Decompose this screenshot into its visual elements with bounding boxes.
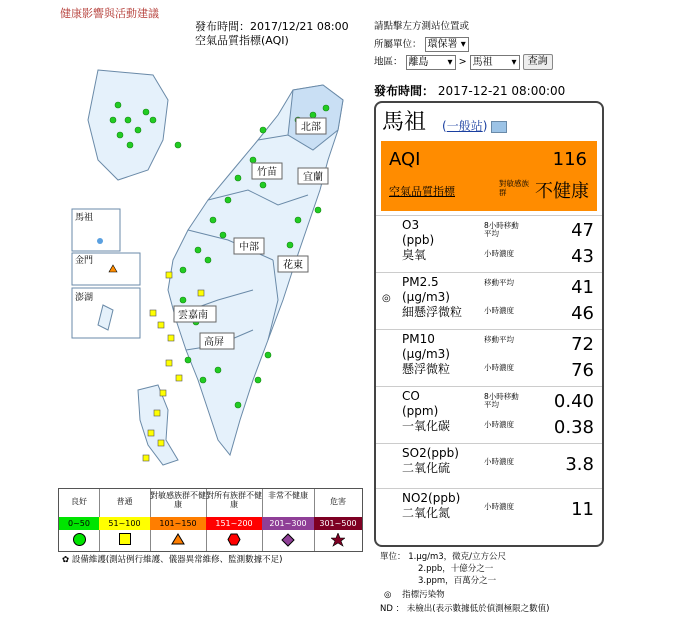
sensitive-group-label: 對敏感族群 [499, 179, 529, 197]
unit-line-1: 單位： 1.μg/m3，微克/立方公尺 [380, 552, 507, 562]
indicator-icon: ◎ [382, 293, 391, 304]
moderate-square-icon [119, 533, 131, 545]
inset-label-matsu: 馬祖 [75, 213, 94, 223]
taiwan-station-map[interactable] [58, 60, 368, 485]
select-prompt: 請點擊左方測站位置或 [374, 21, 470, 32]
good-circle-icon [73, 533, 86, 546]
indicator-note: 指標污染物 [402, 590, 445, 600]
aqi-label: AQI [389, 149, 421, 170]
pm25-avg-value: 41 [571, 277, 594, 298]
unit-select[interactable]: 環保署 ▾ [425, 37, 469, 52]
pollutant-row-o3: O3 (ppb) 臭氧 8小時移動平均 47 小時濃度 43 [376, 215, 602, 272]
pollutant-row-no2: NO2(ppb) 二氧化氮 小時濃度 11 [376, 488, 602, 533]
region-label-gaoping: 高屏 [204, 337, 224, 348]
area-label: 地區： [374, 56, 403, 68]
legend-hazardous: 危害 301~500 [314, 489, 362, 551]
region-label-yunjianan: 雲嘉南 [178, 310, 208, 321]
health-advice-link[interactable]: 健康影響與活動建議 [60, 7, 159, 20]
indicator-legend-icon: ◎ [384, 590, 392, 600]
pollutant-row-co: CO (ppm) 一氧化碳 8小時移動平均 0.40 小時濃度 0.38 [376, 386, 602, 443]
pm10-hourly-value: 76 [571, 360, 594, 381]
index-name: 空氣品質指標(AQI) [195, 34, 289, 47]
sensitive-triangle-icon [171, 533, 185, 545]
nd-note: ND ： 未檢出(表示數據低於偵測極限之數值) [380, 604, 550, 614]
aqi-box [381, 141, 597, 211]
aqi-value: 116 [552, 149, 587, 170]
aqi-legend [58, 488, 363, 552]
area-select[interactable]: 離島 ▾ [406, 55, 456, 70]
inset-label-kinmen: 金門 [75, 256, 94, 266]
hazardous-star-icon [331, 533, 345, 547]
region-label-central: 中部 [239, 242, 259, 253]
unhealthy-hexagon-icon [227, 533, 241, 546]
maintenance-note: 設備維護(測站例行維護、儀器異常維修、監測數據不足) [71, 555, 283, 565]
unit-label: 所屬單位： [374, 39, 422, 50]
station-type-open: ( [442, 119, 447, 133]
publish-time-value: 2017-12-21 08:00:00 [437, 84, 566, 98]
so2-hourly-value: 3.8 [565, 454, 594, 475]
region-label-yilan: 宜蘭 [303, 172, 323, 183]
publish-time-label: 發布時間： [374, 84, 435, 98]
publish-time-text: 發布時間：2017/12/21 08:00 [195, 20, 349, 33]
pollutant-list [376, 215, 602, 533]
aqi-status: 不健康 [535, 181, 589, 202]
no2-hourly-value: 11 [571, 499, 594, 520]
unit-line-2: 2.ppb，十億分之一 [418, 564, 494, 574]
o3-8hr-value: 47 [571, 220, 594, 241]
legend-very-unhealthy: 非常不健康 201~300 [262, 489, 315, 551]
unit-line-3: 3.ppm，百萬分之一 [418, 576, 497, 586]
region-label-huadong: 花東 [283, 260, 303, 271]
pollutant-row-pm10: PM10 (μg/m3) 懸浮微粒 移動平均 72 小時濃度 76 [376, 329, 602, 386]
inset-label-penghu: 澎湖 [75, 293, 94, 303]
legend-good: 良好 0~50 [59, 489, 100, 551]
legend-unhealthy: 對所有族群不健康 151~200 [206, 489, 263, 551]
pm25-hourly-value: 46 [571, 303, 594, 324]
region-label-zhumiao: 竹苗 [257, 167, 277, 178]
maintenance-icon: ✿ [62, 555, 70, 565]
station-select[interactable]: 馬祖 ▾ [470, 55, 520, 70]
very-unhealthy-diamond-icon [281, 533, 295, 547]
region-label-north: 北部 [301, 122, 321, 133]
chart-icon[interactable] [491, 121, 507, 133]
station-name: 馬祖 [382, 110, 427, 135]
pollutant-row-so2: SO2(ppb) 二氧化硫 小時濃度 3.8 [376, 443, 602, 488]
legend-moderate: 普通 51~100 [99, 489, 151, 551]
co-hourly-value: 0.38 [553, 417, 594, 438]
pm10-avg-value: 72 [571, 334, 594, 355]
aqi-index-link[interactable]: 空氣品質指標 [389, 185, 455, 198]
query-button[interactable]: 查詢 [523, 54, 553, 70]
co-8hr-value: 0.40 [553, 391, 594, 412]
station-type-link[interactable]: 一般站 [446, 119, 483, 133]
o3-hourly-value: 43 [571, 246, 594, 267]
station-type-close: ) [482, 119, 488, 133]
area-separator: > [458, 56, 467, 68]
pollutant-row-pm25: ◎ PM2.5 (μg/m3) 細懸浮微粒 移動平均 41 小時濃度 46 [376, 272, 602, 329]
station-panel [374, 101, 604, 547]
legend-sensitive: 對敏感族群不健康 101~150 [150, 489, 207, 551]
